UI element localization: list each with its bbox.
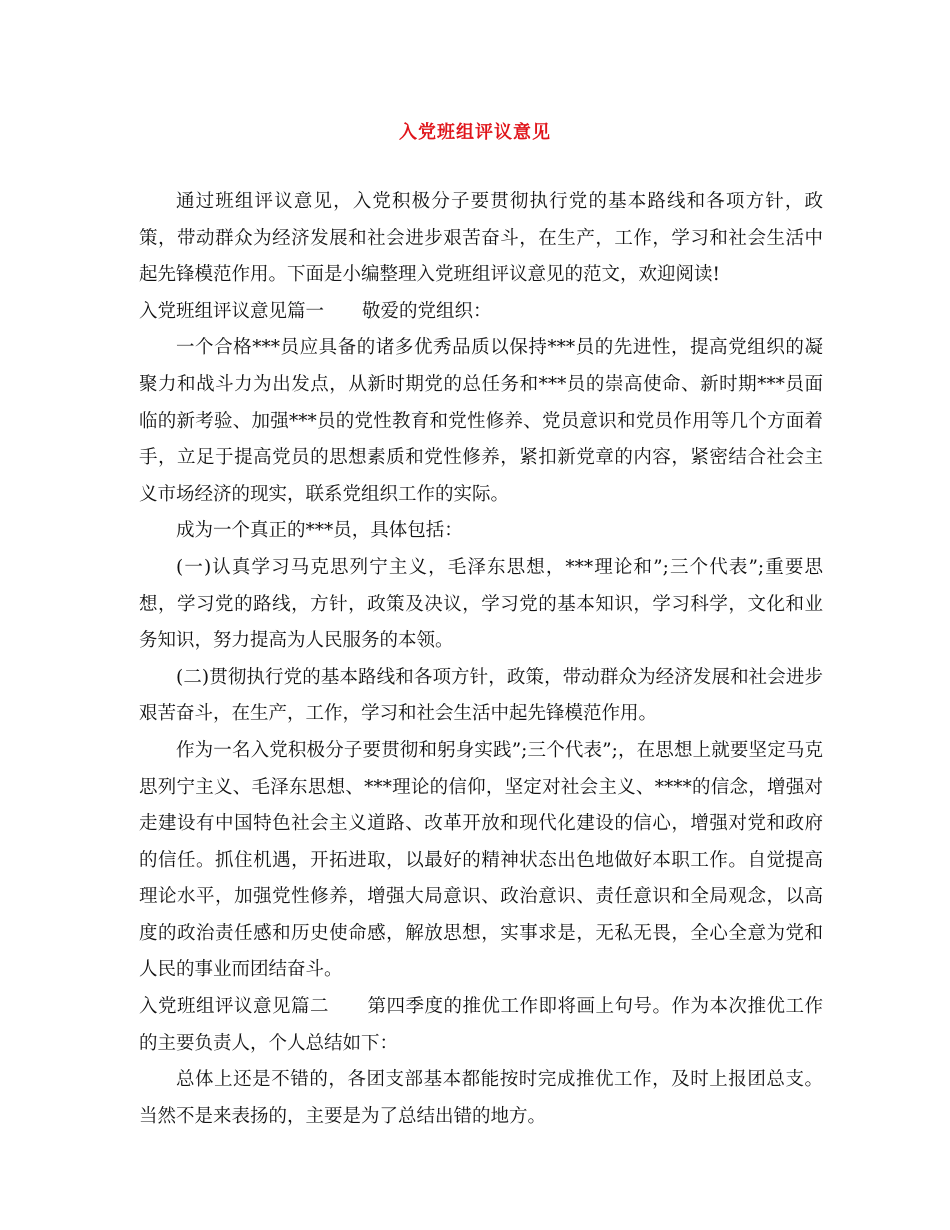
document-title: 入党班组评议意见: [399, 122, 551, 143]
section-one-item-1: (一)认真学习马克思列宁主义，毛泽东思想，***理论和”;三个代表”;重要思想，学习党的路线，方针，政策及决议，学习党的基本知识，学习科学，文化和业务知识，努力提高为人民服务的本领。: [139, 556, 823, 652]
section-one-paragraph-3: 作为一名入党积极分子要贯彻和躬身实践”;三个代表”;，在思想上就要坚定马克思列宁主义、毛泽东思想、***理论的信仰，坚定对社会主义、****的信念，增强对走建设有中国特色社会主义道路、改革开放和现代化建设的信心，增强对党和政府的信任。抓住机遇，开拓进取，以最好的精神状态出色地做好本职工作。自觉提高理论水平，加强党性修养，增强大局意识、政治意识、责任意识和全局观念，以高度的政治责任感和历史使命感，解放思想，实事求是，无私无畏，全心全意为党和人民的事业而团结奋斗。: [139, 739, 823, 981]
document-body: [139, 184, 823, 1135]
section-two-paragraph-1: 总体上还是不错的，各团支部基本都能按时完成推优工作，及时上报团总支。当然不是来表扬的，主要是为了总结出错的地方。: [139, 1069, 823, 1127]
section-two-label: 入党班组评议意见篇二: [139, 996, 329, 1018]
section-one-paragraph-2: 成为一个真正的***员，具体包括：: [176, 520, 463, 542]
section-one-salutation: 敬爱的党组织：: [362, 300, 492, 322]
section-one-paragraph-1: 一个合格***员应具备的诸多优秀品质以保持***员的先进性，提高党组织的凝聚力和战斗力为出发点，从新时期党的总任务和***员的崇高使命、新时期***员面临的新考验、加强***员的党性教育和党性修养、党员意识和党员作用等几个方面着手，立足于提高党员的思想素质和党性修养，紧扣新党章的内容，紧密结合社会主义市场经济的现实，联系党组织工作的实际。: [139, 337, 823, 505]
intro-paragraph: 通过班组评议意见，入党积极分子要贯彻执行党的基本路线和各项方针，政策，带动群众为经济发展和社会进步艰苦奋斗，在生产，工作，学习和社会生活中起先锋模范作用。下面是小编整理入党班组评议意见的范文，欢迎阅读!: [139, 191, 823, 286]
section-two-intro: 第四季度的推优工作即将画上句号。作为本次推优工作的主要负责人，个人总结如下：: [139, 996, 823, 1054]
section-one-heading: [139, 294, 823, 331]
section-one-label: 入党班组评议意见篇一: [139, 300, 325, 322]
section-one-item-2: (二)贯彻执行党的基本路线和各项方针，政策，带动群众为经济发展和社会进步艰苦奋斗，在生产，工作，学习和社会生活中起先锋模范作用。: [139, 666, 823, 725]
section-two-heading: [139, 989, 823, 1062]
